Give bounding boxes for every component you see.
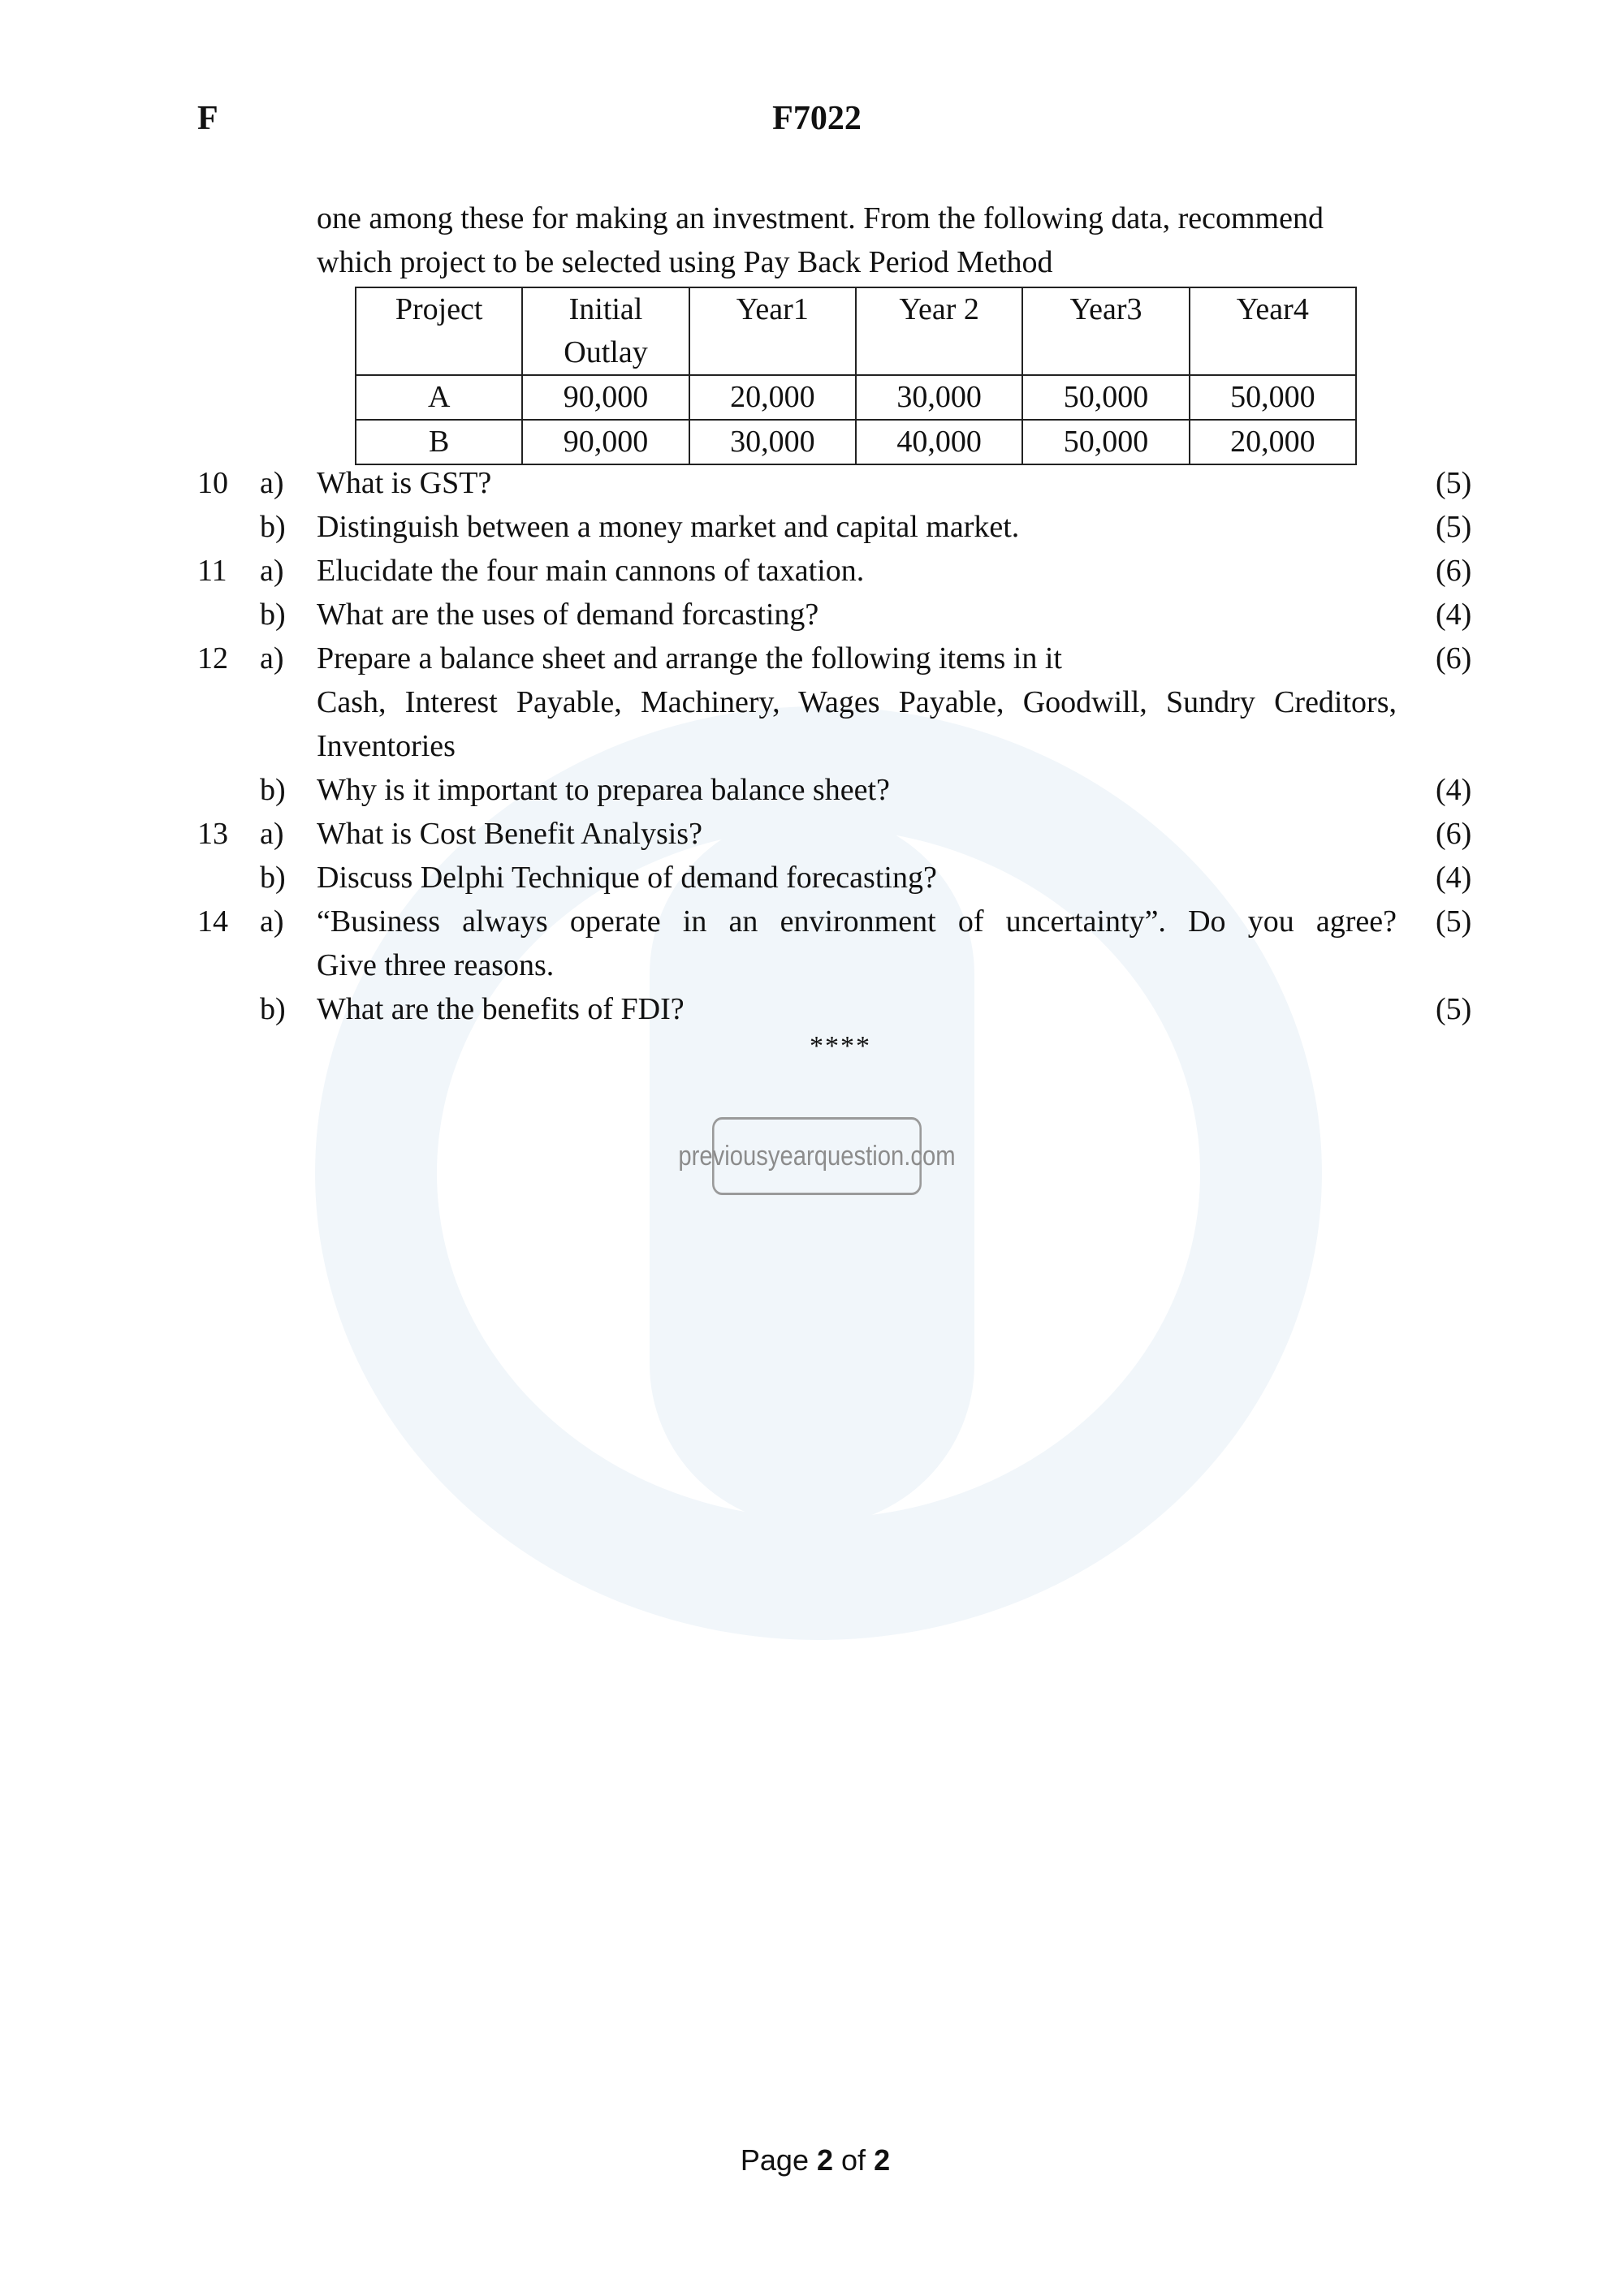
- question-number: 13: [197, 817, 228, 851]
- question-number: 14: [197, 904, 228, 939]
- question-text: Distinguish between a money market and capital market.: [317, 510, 1020, 544]
- of-word: of: [841, 2143, 866, 2177]
- table-cell: 20,000: [1190, 420, 1356, 464]
- series-letter: F: [197, 100, 218, 137]
- table-header-cell: Year3: [1022, 287, 1189, 375]
- question-marks: (4): [1436, 861, 1472, 895]
- table-header-cell: Year 2: [856, 287, 1022, 375]
- table-row: [356, 420, 1356, 464]
- table-header-cell: Year4: [1190, 287, 1356, 375]
- question-marks: (6): [1436, 817, 1472, 851]
- table-cell: 30,000: [856, 375, 1022, 420]
- intro-line-1: one among these for making an investment. From the following data, recommend: [317, 201, 1324, 235]
- question-text: Give three reasons.: [317, 948, 555, 982]
- question-marks: (5): [1436, 992, 1472, 1026]
- table-cell: 50,000: [1022, 420, 1189, 464]
- question-marks: (5): [1436, 510, 1472, 544]
- watermark-logo-text: previousyearquestion.com: [678, 1140, 956, 1172]
- question-marks: (4): [1436, 598, 1472, 632]
- question-part: a): [260, 554, 284, 588]
- table-header-cell: Project: [356, 287, 522, 375]
- question-part: a): [260, 817, 284, 851]
- table-cell: 50,000: [1022, 375, 1189, 420]
- intro-line-2: which project to be selected using Pay Back Period Method: [317, 245, 1053, 279]
- project-table: [355, 287, 1357, 465]
- table-row: [356, 375, 1356, 420]
- question-part: b): [260, 861, 286, 895]
- question-text: Prepare a balance sheet and arrange the following items in it: [317, 641, 1062, 675]
- question-part: b): [260, 773, 286, 807]
- question-text: “Business always operate in an environment of uncertainty”. Do you agree?: [317, 904, 1397, 939]
- table-cell: 40,000: [856, 420, 1022, 464]
- question-text: What are the benefits of FDI?: [317, 992, 685, 1026]
- table-cell: B: [356, 420, 522, 464]
- table-cell: A: [356, 375, 522, 420]
- question-text: What are the uses of demand forcasting?: [317, 598, 819, 632]
- question-text: What is GST?: [317, 466, 492, 500]
- watermark-logo: [678, 1117, 956, 1195]
- end-marker: ****: [810, 1031, 871, 1061]
- table-cell: 90,000: [522, 420, 689, 464]
- table-cell: 90,000: [522, 375, 689, 420]
- question-marks: (5): [1436, 466, 1472, 500]
- question-marks: (6): [1436, 641, 1472, 675]
- page-total: 2: [874, 2143, 891, 2177]
- question-number: 12: [197, 641, 228, 675]
- paper-code: F7022: [772, 100, 862, 137]
- question-part: a): [260, 904, 284, 939]
- question-part: a): [260, 641, 284, 675]
- question-text: What is Cost Benefit Analysis?: [317, 817, 702, 851]
- question-text: Cash, Interest Payable, Machinery, Wages Payable, Goodwill, Sundry Creditors,: [317, 685, 1397, 719]
- table-cell: 50,000: [1190, 375, 1356, 420]
- table-header-row: [356, 287, 1356, 375]
- question-part: b): [260, 510, 286, 544]
- table-header-cell: [522, 287, 689, 375]
- page-current: 2: [816, 2143, 834, 2177]
- page-number: [0, 2143, 1624, 2177]
- question-marks: (4): [1436, 773, 1472, 807]
- table-header-text: Outlay: [564, 335, 648, 369]
- question-text: Elucidate the four main cannons of taxation.: [317, 554, 865, 588]
- question-number: 11: [197, 554, 227, 588]
- question-number: 10: [197, 466, 228, 500]
- question-text: Discuss Delphi Technique of demand forecasting?: [317, 861, 937, 895]
- question-text: Why is it important to preparea balance sheet?: [317, 773, 890, 807]
- table-header-text: Initial: [568, 292, 643, 326]
- table-cell: 20,000: [689, 375, 856, 420]
- question-part: b): [260, 598, 286, 632]
- question-marks: (6): [1436, 554, 1472, 588]
- question-marks: (5): [1436, 904, 1472, 939]
- question-part: b): [260, 992, 286, 1026]
- question-text: Inventories: [317, 729, 456, 763]
- page-word: Page: [740, 2143, 809, 2177]
- question-part: a): [260, 466, 284, 500]
- table-header-cell: Year1: [689, 287, 856, 375]
- table-cell: 30,000: [689, 420, 856, 464]
